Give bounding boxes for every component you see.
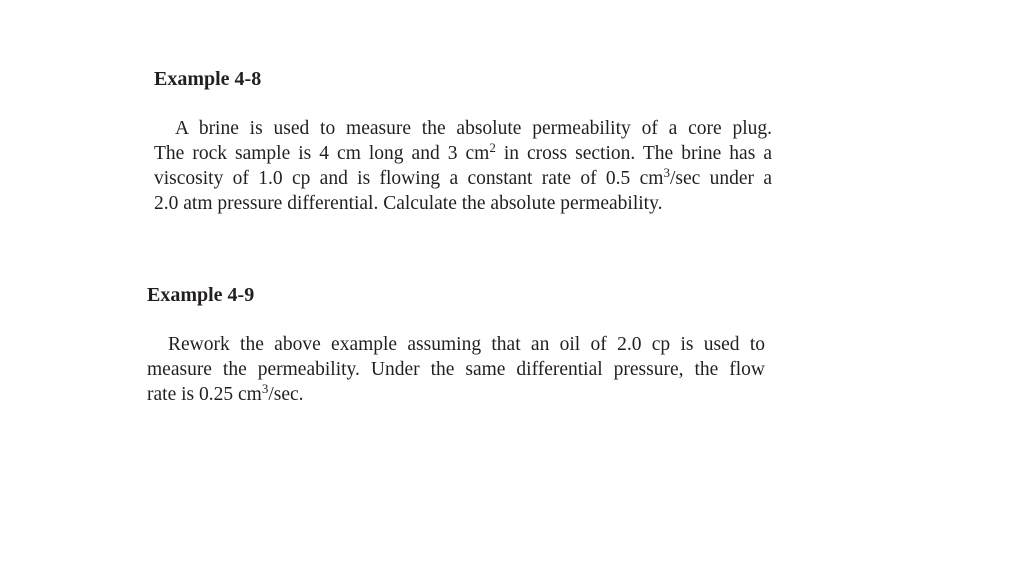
superscript: 2 [489, 140, 496, 155]
paragraph-line: measure the permeability. Under the same differential pressure, the flow [147, 359, 765, 380]
example-heading: Example 4-9 [147, 284, 255, 306]
paragraph-line: viscosity of 1.0 cp and is flowing a constant rate of 0.5 $cm^3/\sec$ under a [154, 165, 773, 189]
paragraph-line: A brine is used to measure the absolute permeability of a core plug. [175, 118, 772, 139]
example-paragraph [154, 116, 772, 216]
paragraph-line: 2.0 atm pressure differential. Calculate the absolute permeability. [154, 193, 663, 214]
paragraph-line: Rework the above example assuming that an oil of 2.0 cp is used to [168, 334, 765, 355]
example-4-8 [154, 66, 772, 216]
superscript: 3 [663, 165, 670, 180]
paragraph-line: The rock sample is 4 cm long and 3 $cm^2$ in cross section. The brine has a [154, 140, 772, 164]
example-heading: Example 4-8 [154, 68, 262, 90]
superscript: 3 [261, 381, 269, 396]
paragraph-line: rate is 0.25 $cm^3/\sec$. [147, 381, 304, 405]
example-4-9 [147, 282, 765, 407]
example-paragraph [147, 332, 765, 407]
